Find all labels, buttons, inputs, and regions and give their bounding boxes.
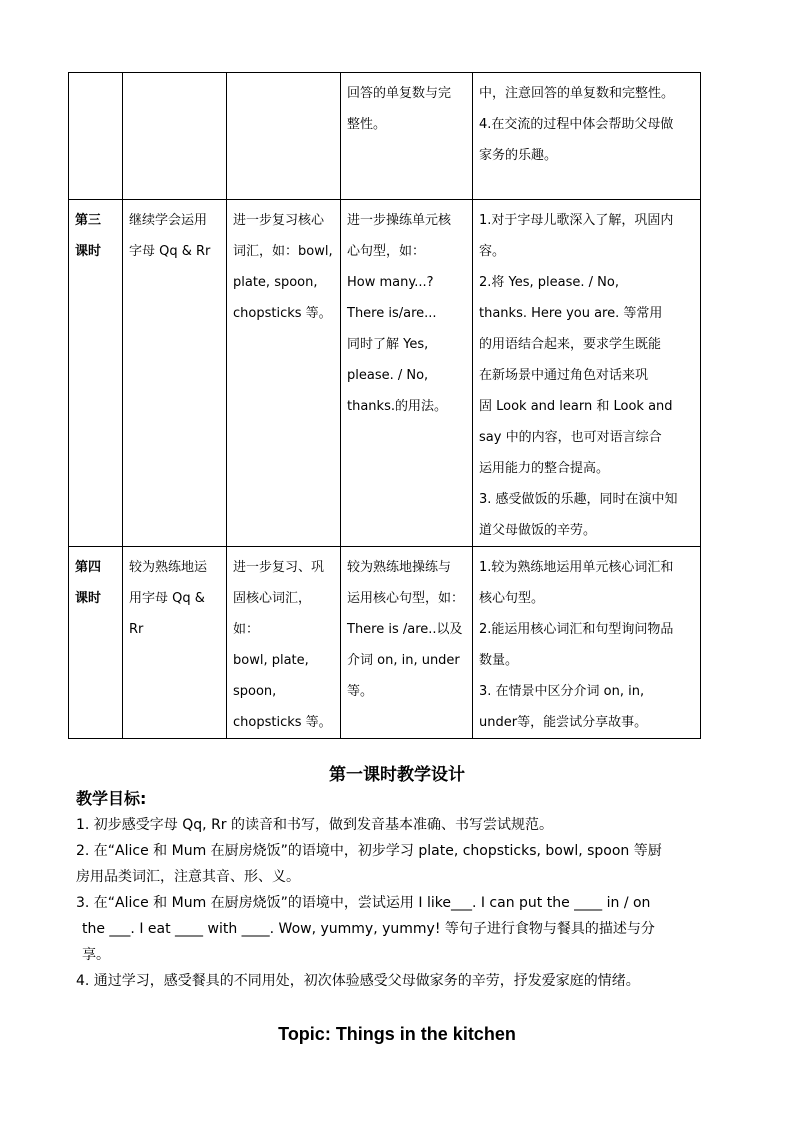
cell-line: 2.将 Yes, please. / No, [479,275,619,290]
cell-line: 运用核心句型，如： [347,591,465,606]
cell-goals [473,200,701,547]
cell-line: 2.能运用核心词汇和句型询问物品 [479,622,674,637]
cell-line: 心句型，如： [347,244,426,259]
cell-line: 1.对于字母儿歌深入了解，巩固内 [479,213,674,228]
cell-line: please. / No, [347,368,429,383]
cell-letters [123,547,227,739]
cell-line: 介词 on, in, under [347,653,460,668]
cell-line: 进一步复习、巩 [233,560,325,575]
goal-item: 4. 通过学习，感受餐具的不同用处，初次体验感受父母做家务的辛劳，抒发爱家庭的情绪。 [76,973,640,989]
lesson-label: 第四 [75,560,102,575]
cell-sentences [341,200,473,547]
cell-line: spoon, [233,684,277,699]
cell-line: 固 Look and learn 和 Look and [479,399,673,414]
goals-title: 教学目标: [76,789,147,808]
cell-letters [123,200,227,547]
cell-lesson [69,200,123,547]
cell-goals [473,547,701,739]
cell-line: 3. 感受做饭的乐趣，同时在演中知 [479,492,678,507]
cell-lesson [69,73,123,200]
lesson-label: 第三 [75,213,102,228]
cell-vocab [227,200,341,547]
topic-title: Topic: Things in the kitchen [278,1024,516,1044]
cell-line: 在新场景中通过角色对话来巩 [479,368,649,383]
cell-line: 同时了解 Yes, [347,337,429,352]
cell-line: 进一步复习核心 [233,213,325,228]
cell-line: How many...? [347,275,434,290]
cell-line: 回答的单复数与完 [347,86,452,101]
goal-item: 房用品类词汇，注意其音、形、义。 [76,869,300,885]
cell-vocab [227,73,341,200]
cell-line: under等，能尝试分享故事。 [479,715,648,730]
cell-line: 中，注意回答的单复数和完整性。 [479,86,675,101]
cell-sentences [341,73,473,200]
cell-line: There is /are..以及 [347,622,463,637]
cell-line: Rr [129,622,144,637]
cell-line: 固核心词汇，如： [233,591,312,637]
cell-line: 词汇，如：bowl, [233,244,333,259]
goal-item: 3. 在“Alice 和 Mum 在厨房烧饭”的语境中，尝试运用 I like___. I can put the ____ in / on [76,895,651,911]
cell-line: 的用语结合起来，要求学生既能 [479,337,662,352]
cell-goals [473,73,701,200]
cell-line: 4.在交流的过程中体会帮助父母做 [479,117,674,132]
cell-line: 较为熟练地运 [129,560,208,575]
cell-line: 容。 [479,244,506,259]
cell-lesson [69,547,123,739]
lesson-label: 课时 [75,591,102,606]
section-heading: 第一课时教学设计 [329,765,465,785]
cell-line: say 中的内容，也可对语言综合 [479,430,662,445]
lesson-plan-table [68,72,701,739]
cell-line: 继续学会运用 [129,213,208,228]
cell-vocab [227,547,341,739]
cell-line: 用字母 Qq & [129,591,205,606]
cell-line: 数量。 [479,653,519,668]
goal-item: 2. 在“Alice 和 Mum 在厨房烧饭”的语境中，初步学习 plate, chopsticks, bowl, spoon 等厨 [76,843,662,859]
cell-line: thanks.的用法。 [347,399,447,414]
cell-line: 1.较为熟练地运用单元核心词汇和 [479,560,674,575]
cell-line: chopsticks 等。 [233,715,332,730]
cell-line: plate, spoon, [233,275,318,290]
cell-line: thanks. Here you are. 等常用 [479,306,663,321]
cell-line: 等。 [347,684,374,699]
goal-item: 1. 初步感受字母 Qq, Rr 的读音和书写，做到发音基本准确、书写尝试规范。 [76,817,553,833]
lesson-label: 课时 [75,244,102,259]
cell-line: 家务的乐趣。 [479,148,558,163]
cell-line: 运用能力的整合提高。 [479,461,610,476]
table-row [69,547,701,739]
cell-line: 字母 Qq & Rr [129,244,211,259]
cell-line: 整性。 [347,117,387,132]
cell-line: There is/are... [347,306,437,321]
cell-letters [123,73,227,200]
cell-line: 进一步操练单元核 [347,213,452,228]
table-row [69,200,701,547]
teaching-goals [76,786,726,994]
cell-sentences [341,547,473,739]
cell-line: 核心句型。 [479,591,545,606]
cell-line: 道父母做饭的辛劳。 [479,523,597,538]
cell-line: 较为熟练地操练与 [347,560,452,575]
cell-line: bowl, plate, [233,653,309,668]
goal-item: 享。 [82,947,110,963]
cell-line: 3. 在情景中区分介词 on, in, [479,684,645,699]
table-row [69,73,701,200]
goal-item: the ___. I eat ____ with ____. Wow, yummy, yummy! 等句子进行食物与餐具的描述与分 [82,921,655,937]
cell-line: chopsticks 等。 [233,306,332,321]
